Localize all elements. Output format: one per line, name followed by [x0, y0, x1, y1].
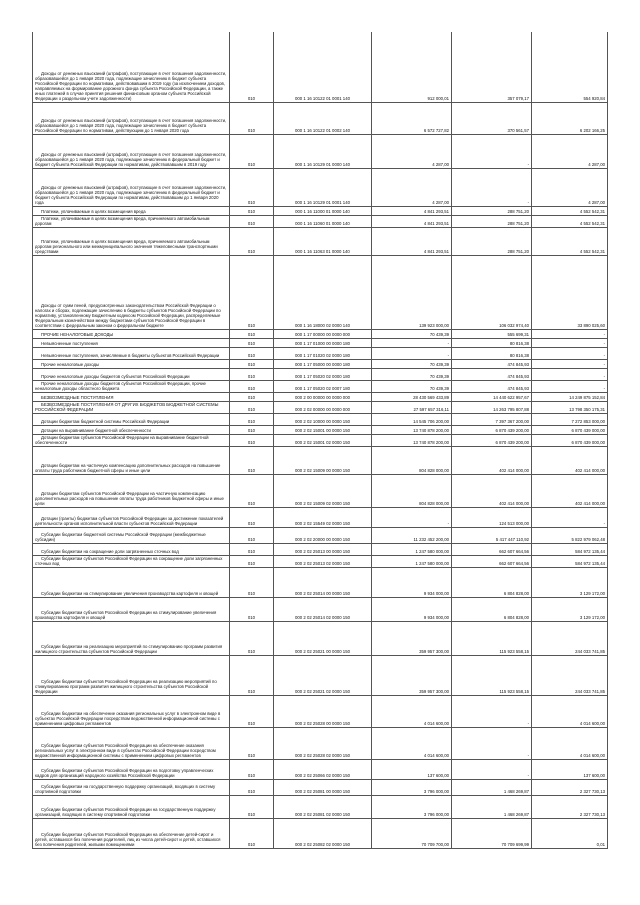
- row-name: [33, 392, 230, 401]
- row-name: [33, 380, 230, 392]
- row-line-code: 010: [230, 795, 274, 818]
- row-unexecuted-value: 6 870 439 000,00: [532, 434, 608, 446]
- row-budget-code: 000 1 16 11063 01 0000 140: [274, 227, 372, 255]
- row-executed-value: 124 513 000,00: [452, 507, 532, 527]
- table-row: [33, 434, 608, 446]
- row-name: [33, 329, 230, 338]
- row-line-code: 010: [230, 779, 274, 795]
- row-executed-value: 662 607 664,56: [452, 555, 532, 567]
- row-approved-value: 14 545 706 200,00: [372, 413, 452, 425]
- row-executed-value: 5 417 447 110,92: [452, 527, 532, 543]
- row-budget-code: 000 2 02 25021 02 0000 150: [274, 655, 372, 695]
- row-unexecuted-value: 402 414 000,00: [532, 446, 608, 474]
- row-line-code: 010: [230, 507, 274, 527]
- row-executed-value: 288 751,20: [452, 206, 532, 215]
- row-executed-value: 115 923 558,15: [452, 621, 532, 655]
- row-name-text: Субсидии бюджетам субъектов Российской Федерации на обеспечение детей-сирот и детей, оставшихся без попечения родителей, лиц из числа детей-сирот и детей, оставшихся без попечения родителей, жилыми помещениями: [35, 832, 221, 848]
- row-line-code: 010: [230, 655, 274, 695]
- row-approved-value: 3 796 000,00: [372, 795, 452, 818]
- row-name: [33, 597, 230, 621]
- table-row: [33, 215, 608, 227]
- row-line-code: 010: [230, 380, 274, 392]
- row-name: [33, 359, 230, 368]
- row-approved-value: 11 232 452 200,00: [372, 527, 452, 543]
- row-unexecuted-value: 4 014 600,00: [532, 727, 608, 759]
- row-line-code: 010: [230, 425, 274, 434]
- row-name-text: БЕЗВОЗМЕЗДНЫЕ ПОСТУПЛЕНИЯ: [41, 395, 114, 401]
- row-approved-value: 4 014 600,00: [372, 727, 452, 759]
- row-unexecuted-value: 7 272 853 000,00: [532, 413, 608, 425]
- row-name-text: Субсидии бюджетам субъектов Российской Федерации на сокращение доли загрязненных сточных вод: [35, 556, 223, 567]
- row-name-text: Субсидии бюджетам субъектов Российской Федерации на государственную поддержку организаций, входящих в систему спортивной подготовки: [35, 807, 216, 818]
- row-unexecuted-value: 4 552 542,31: [532, 227, 608, 255]
- row-unexecuted-value: 4 552 542,31: [532, 215, 608, 227]
- row-approved-value: 4 287,00: [372, 168, 452, 206]
- row-budget-code: 000 2 02 25014 02 0000 150: [274, 597, 372, 621]
- row-executed-value: 357 079,17: [452, 32, 532, 102]
- row-line-code: 010: [230, 413, 274, 425]
- row-line-code: 010: [230, 206, 274, 215]
- row-executed-value: 402 414 000,00: [452, 474, 532, 507]
- row-name-text: Прочие неналоговые доходы: [41, 362, 100, 368]
- row-budget-code: 000 1 17 01020 02 0000 180: [274, 347, 372, 359]
- row-line-code: 010: [230, 555, 274, 567]
- row-name-text: Доходы от денежных взысканий (штрафов), поступающие в счет погашения задолженности, образовавшейся до 1 января 2020 года, подлежащие зачислению в бюджет субъекта Российской Федерации по нормативам, действовавшим в 2019 году (за исключением доходов, направляемых на формирование дорожного фонда субъекта Российской Федерации, а также иных платежей в случае принятия решения финансовым органом субъекта Российской Федерации о раздельном учете задолженности): [35, 70, 227, 102]
- row-name-text: Субсидии бюджетам на стимулирование увеличения производства картофеля и овощей: [41, 591, 219, 597]
- row-executed-value: 288 751,20: [452, 227, 532, 255]
- row-budget-code: 000 2 02 25082 02 0000 150: [274, 818, 372, 848]
- row-name: [33, 567, 230, 597]
- table-row: [33, 347, 608, 359]
- row-executed-value: 1 468 269,87: [452, 795, 532, 818]
- row-unexecuted-value: -: [532, 329, 608, 338]
- row-approved-value: 4 014 600,00: [372, 695, 452, 727]
- row-line-code: 010: [230, 597, 274, 621]
- row-name-text: Платежи, уплачиваемые в целях возмещения вреда: [41, 209, 146, 215]
- row-approved-value: 359 957 300,00: [372, 621, 452, 655]
- row-approved-value: 70 439,39: [372, 359, 452, 368]
- row-name: [33, 227, 230, 255]
- row-executed-value: 80 816,38: [452, 338, 532, 347]
- row-unexecuted-value: -: [532, 380, 608, 392]
- row-unexecuted-value: 4 014 600,00: [532, 695, 608, 727]
- row-budget-code: 000 2 02 25066 02 0000 150: [274, 759, 372, 779]
- table-row: [33, 818, 608, 848]
- row-unexecuted-value: 584 972 135,44: [532, 555, 608, 567]
- row-name-text: Дотации на выравнивание бюджетной обеспеченности: [41, 428, 151, 434]
- row-budget-code: 000 2 02 15001 02 0000 150: [274, 434, 372, 446]
- row-budget-code: 000 2 02 15001 00 0000 150: [274, 425, 372, 434]
- row-name: [33, 206, 230, 215]
- row-executed-value: 662 607 664,56: [452, 543, 532, 555]
- table-row: [33, 474, 608, 507]
- row-name-text: Субсидии бюджетам на государственную поддержку организаций, входящих в систему спортивной подготовки: [35, 784, 216, 795]
- row-name-text: Субсидии бюджетам на обеспечение оказания региональных услуг в электронном виде в субъектах Российской Федерации посредством ведомственной информационной системы с применением цифровых регламентов: [35, 711, 221, 727]
- table-row: [33, 380, 608, 392]
- row-name-text: Прочие неналоговые доходы бюджетов субъектов Российской Федерации, прочие неналоговые доходы областного бюджета: [35, 381, 206, 392]
- row-approved-value: 70 709 700,00: [372, 818, 452, 848]
- row-name-text: Субсидии бюджетам на сокращение доли загрязненных сточных вод: [41, 549, 179, 555]
- row-approved-value: 804 828 000,00: [372, 446, 452, 474]
- row-name: [33, 338, 230, 347]
- row-approved-value: 4 287,00: [372, 134, 452, 168]
- table-row: [33, 32, 608, 102]
- row-budget-code: 000 2 02 25013 00 0000 150: [274, 543, 372, 555]
- row-executed-value: -: [452, 695, 532, 727]
- row-name-text: Субсидии бюджетам бюджетной системы Российской Федерации (межбюджетные субсидии): [35, 532, 206, 543]
- row-budget-code: 000 1 17 00000 00 0000 000: [274, 329, 372, 338]
- table-row: [33, 655, 608, 695]
- table-row: [33, 621, 608, 655]
- table-row: [33, 134, 608, 168]
- row-budget-code: 000 1 17 05000 00 0000 180: [274, 359, 372, 368]
- table-row: [33, 795, 608, 818]
- row-name: [33, 555, 230, 567]
- row-unexecuted-value: -: [532, 368, 608, 380]
- table-row: [33, 102, 608, 134]
- table-row: [33, 507, 608, 527]
- row-approved-value: 13 740 878 200,00: [372, 425, 452, 434]
- row-unexecuted-value: -: [532, 507, 608, 527]
- table-row: [33, 555, 608, 567]
- row-executed-value: 1 468 269,87: [452, 779, 532, 795]
- row-executed-value: 7 397 367 200,00: [452, 413, 532, 425]
- row-unexecuted-value: 6 202 166,25: [532, 102, 608, 134]
- row-name-text: Невыясненные поступления: [41, 341, 98, 347]
- row-unexecuted-value: 13 798 350 175,31: [532, 401, 608, 413]
- row-name-text: Невыясненные поступления, зачисляемые в бюджеты субъектов Российской Федерации: [41, 353, 220, 359]
- row-budget-code: 000 2 02 10000 00 0000 150: [274, 413, 372, 425]
- row-approved-value: 27 597 657 316,11: [372, 401, 452, 413]
- row-name-text: Субсидии бюджетам субъектов Российской Федерации на обеспечение оказания региональных услуг в электронном виде в субъектах Российской Федерации посредством ведомственной информационной системы с применением цифровых регламентов: [35, 743, 216, 759]
- row-unexecuted-value: 6 870 439 000,00: [532, 425, 608, 434]
- row-executed-value: 115 923 558,15: [452, 655, 532, 695]
- table-row: [33, 359, 608, 368]
- row-line-code: 010: [230, 32, 274, 102]
- row-line-code: 010: [230, 401, 274, 413]
- row-executed-value: 402 414 000,00: [452, 446, 532, 474]
- row-unexecuted-value: 0,01: [532, 818, 608, 848]
- row-unexecuted-value: 244 033 741,85: [532, 621, 608, 655]
- row-name: [33, 413, 230, 425]
- row-budget-code: 000 1 17 01000 00 0000 180: [274, 338, 372, 347]
- row-budget-code: 000 2 02 25028 00 0000 150: [274, 695, 372, 727]
- row-executed-value: -: [452, 134, 532, 168]
- row-executed-value: 14 440 622 957,67: [452, 392, 532, 401]
- row-approved-value: 70 439,39: [372, 329, 452, 338]
- row-name: [33, 507, 230, 527]
- row-budget-code: 000 2 02 25013 02 0000 150: [274, 555, 372, 567]
- row-executed-value: 474 845,93: [452, 380, 532, 392]
- row-budget-code: 000 2 00 00000 00 0000 000: [274, 392, 372, 401]
- table-row: [33, 527, 608, 543]
- table-row: [33, 597, 608, 621]
- row-name-text: Субсидии бюджетам субъектов Российской Федерации на реализацию мероприятий по стимулированию программ развития жилищного строительства субъектов Российской Федерации: [35, 679, 217, 695]
- row-name-text: Платежи, уплачиваемые в целях возмещения вреда, причиняемого автомобильным дорогам регионального или межмуниципального значения тяжеловесными транспортными средствами: [35, 239, 218, 255]
- row-name: [33, 368, 230, 380]
- row-executed-value: 6 870 439 200,00: [452, 425, 532, 434]
- row-name: [33, 215, 230, 227]
- row-line-code: 010: [230, 621, 274, 655]
- row-budget-code: 000 2 02 15009 00 0000 150: [274, 446, 372, 474]
- row-approved-value: 4 841 293,51: [372, 206, 452, 215]
- row-approved-value: 4 841 293,51: [372, 227, 452, 255]
- row-line-code: 010: [230, 543, 274, 555]
- row-budget-code: 000 2 02 15009 02 0000 150: [274, 474, 372, 507]
- row-line-code: 010: [230, 134, 274, 168]
- row-line-code: 010: [230, 102, 274, 134]
- row-name-text: Платежи, уплачиваемые в целях возмещения вреда, причиняемого автомобильным дорогам: [35, 216, 210, 227]
- report-sheet: [32, 32, 607, 849]
- row-name: [33, 446, 230, 474]
- row-line-code: 010: [230, 368, 274, 380]
- row-approved-value: -: [372, 338, 452, 347]
- row-approved-value: 70 439,39: [372, 368, 452, 380]
- row-unexecuted-value: 3 129 172,00: [532, 597, 608, 621]
- row-name-text: Доходы от денежных взысканий (штрафов), поступающие в счет погашения задолженности, образовавшейся до 1 января 2020 года, подлежащие зачислению в федеральный бюджет и бюджет субъекта Российской Федерации по нормативам, действовавшим до 1 января 2020 года: [35, 185, 227, 206]
- table-row: [33, 413, 608, 425]
- row-budget-code: 000 1 16 11000 01 0000 140: [274, 206, 372, 215]
- row-line-code: 010: [230, 446, 274, 474]
- row-name-text: Дотации бюджетам бюджетной системы Российской Федерации: [41, 419, 170, 425]
- row-name: [33, 347, 230, 359]
- table-row: [33, 401, 608, 413]
- row-name: [33, 621, 230, 655]
- row-unexecuted-value: 4 287,00: [532, 168, 608, 206]
- table-row: [33, 168, 608, 206]
- row-name: [33, 425, 230, 434]
- row-executed-value: -: [452, 168, 532, 206]
- row-budget-code: 000 2 02 25014 00 0000 150: [274, 567, 372, 597]
- row-name: [33, 759, 230, 779]
- row-unexecuted-value: 584 972 135,44: [532, 543, 608, 555]
- row-approved-value: 9 934 000,00: [372, 567, 452, 597]
- table-row: [33, 759, 608, 779]
- row-approved-value: 3 796 000,00: [372, 779, 452, 795]
- row-unexecuted-value: 2 327 730,13: [532, 779, 608, 795]
- row-name: [33, 32, 230, 102]
- row-name-text: Дотации (гранты) бюджетам субъектов Российской Федерации за достижение показателей деятельности органов исполнительной власти субъектов Российской Федерации: [35, 516, 224, 527]
- row-line-code: 010: [230, 227, 274, 255]
- row-name-text: БЕЗВОЗМЕЗДНЫЕ ПОСТУПЛЕНИЯ ОТ ДРУГИХ БЮДЖЕТОВ БЮДЖЕТНОЙ СИСТЕМЫ РОССИЙСКОЙ ФЕДЕРАЦИИ: [35, 402, 219, 413]
- row-unexecuted-value: 4 287,00: [532, 134, 608, 168]
- row-budget-code: 000 2 02 25021 00 0000 150: [274, 621, 372, 655]
- row-approved-value: 912 000,01: [372, 32, 452, 102]
- row-executed-value: 6 804 828,00: [452, 597, 532, 621]
- row-unexecuted-value: 137 600,00: [532, 759, 608, 779]
- row-line-code: 010: [230, 527, 274, 543]
- row-approved-value: 28 430 569 433,89: [372, 392, 452, 401]
- row-budget-code: 000 2 02 00000 00 0000 000: [274, 401, 372, 413]
- row-unexecuted-value: 4 552 542,31: [532, 206, 608, 215]
- row-unexecuted-value: 3 129 172,00: [532, 567, 608, 597]
- row-name-text: ПРОЧИЕ НЕНАЛОГОВЫЕ ДОХОДЫ: [41, 332, 114, 338]
- row-line-code: 010: [230, 392, 274, 401]
- table-row: [33, 227, 608, 255]
- row-name: [33, 795, 230, 818]
- table-row: [33, 206, 608, 215]
- table-row: [33, 425, 608, 434]
- row-line-code: 010: [230, 347, 274, 359]
- row-approved-value: -: [372, 507, 452, 527]
- row-approved-value: 139 923 000,00: [372, 255, 452, 329]
- row-approved-value: 804 828 000,00: [372, 474, 452, 507]
- row-unexecuted-value: 33 890 025,60: [532, 255, 608, 329]
- row-executed-value: 288 751,20: [452, 215, 532, 227]
- row-line-code: 010: [230, 359, 274, 368]
- row-unexecuted-value: -: [532, 347, 608, 359]
- row-executed-value: 70 709 699,99: [452, 818, 532, 848]
- row-name: [33, 655, 230, 695]
- row-line-code: 010: [230, 695, 274, 727]
- row-executed-value: 370 561,57: [452, 102, 532, 134]
- table-row: [33, 368, 608, 380]
- row-approved-value: 6 572 727,82: [372, 102, 452, 134]
- row-budget-code: 000 1 16 10129 01 0000 140: [274, 134, 372, 168]
- row-line-code: 010: [230, 759, 274, 779]
- row-name-text: Дотации бюджетам субъектов Российской Федерации на выравнивание бюджетной обеспеченности: [35, 435, 209, 446]
- row-budget-code: 000 1 16 18000 02 0000 140: [274, 255, 372, 329]
- row-name: [33, 434, 230, 446]
- row-unexecuted-value: -: [532, 338, 608, 347]
- row-unexecuted-value: 2 327 730,13: [532, 795, 608, 818]
- row-budget-code: 000 1 16 10129 01 0001 140: [274, 168, 372, 206]
- table-row: [33, 695, 608, 727]
- row-executed-value: -: [452, 727, 532, 759]
- row-line-code: 010: [230, 818, 274, 848]
- table-row: [33, 567, 608, 597]
- row-name-text: Прочие неналоговые доходы бюджетов субъектов Российской Федерации: [41, 374, 190, 380]
- row-executed-value: 474 845,93: [452, 368, 532, 380]
- row-name: [33, 474, 230, 507]
- row-name-text: Субсидии бюджетам субъектов Российской Федерации на подготовку управленческих кадров для организаций народного хозяйства Российской Федерации: [35, 768, 214, 779]
- table-row: [33, 329, 608, 338]
- row-budget-code: 000 2 02 20000 00 0000 150: [274, 527, 372, 543]
- row-line-code: 010: [230, 727, 274, 759]
- row-name: [33, 543, 230, 555]
- table-row: [33, 727, 608, 759]
- row-name-text: Дотации бюджетам на частичную компенсацию дополнительных расходов на повышение оплаты труда работников бюджетной сферы и иные цели: [35, 463, 221, 474]
- row-name-text: Субсидии бюджетам субъектов Российской Федерации на стимулирование увеличения производства картофеля и овощей: [35, 610, 217, 621]
- row-name: [33, 168, 230, 206]
- row-line-code: 010: [230, 434, 274, 446]
- row-budget-code: 000 2 02 25081 00 0000 150: [274, 779, 372, 795]
- row-line-code: 010: [230, 168, 274, 206]
- row-budget-code: 000 1 16 10122 01 0001 140: [274, 32, 372, 102]
- row-unexecuted-value: -: [532, 359, 608, 368]
- row-approved-value: 70 439,39: [372, 380, 452, 392]
- row-name: [33, 255, 230, 329]
- row-executed-value: 80 816,38: [452, 347, 532, 359]
- row-name: [33, 779, 230, 795]
- table-body: [33, 32, 608, 848]
- row-name: [33, 727, 230, 759]
- row-name-text: Субсидии бюджетам на реализацию мероприятий по стимулированию программ развития жилищного строительства субъектов Российской Федерации: [35, 644, 223, 655]
- row-executed-value: 6 804 828,00: [452, 567, 532, 597]
- row-unexecuted-value: 5 822 979 062,48: [532, 527, 608, 543]
- table-row: [33, 446, 608, 474]
- row-budget-code: 000 1 16 10122 01 0002 140: [274, 102, 372, 134]
- row-name-text: Доходы от денежных взысканий (штрафов), поступающие в счет погашения задолженности, образовавшейся до 1 января 2020 года, подлежащие зачислению в федеральный бюджет и бюджет субъекта Российской Федерации по нормативам, действовавшим в 2019 году: [35, 152, 227, 168]
- row-line-code: 010: [230, 567, 274, 597]
- row-executed-value: -: [452, 759, 532, 779]
- row-budget-code: 000 2 02 15549 02 0000 150: [274, 507, 372, 527]
- row-name: [33, 134, 230, 168]
- row-budget-code: 000 1 17 05020 02 0007 180: [274, 380, 372, 392]
- row-name-text: Доходы от сумм пеней, предусмотренных законодательством Российской Федерации о налогах и сборах, подлежащие зачислению в бюджеты субъектов Российской Федерации по нормативу, установленному Бюджетным кодексом Российской Федерации, распределяемые Федеральным казначейством между бюджетами субъектов Российской Федерации в соответствии с федеральным законом о федеральном бюджете: [35, 303, 221, 329]
- table-row: [33, 779, 608, 795]
- row-name-text: Доходы от денежных взысканий (штрафов), поступающие в счет погашения задолженности, образовавшейся до 1 января 2020 года, подлежащие зачислению в бюджет субъекта Российской Федерации по нормативам, действующим до 1 января 2020 года: [35, 118, 227, 134]
- row-line-code: 010: [230, 215, 274, 227]
- row-executed-value: 14 263 795 807,88: [452, 401, 532, 413]
- row-approved-value: 1 247 580 000,00: [372, 543, 452, 555]
- row-line-code: 010: [230, 338, 274, 347]
- table-row: [33, 338, 608, 347]
- row-name: [33, 695, 230, 727]
- row-name: [33, 527, 230, 543]
- row-name: [33, 818, 230, 848]
- row-approved-value: 4 841 293,51: [372, 215, 452, 227]
- row-approved-value: 1 247 580 000,00: [372, 555, 452, 567]
- row-executed-value: 555 699,31: [452, 329, 532, 338]
- table-row: [33, 392, 608, 401]
- row-unexecuted-value: 402 414 000,00: [532, 474, 608, 507]
- row-unexecuted-value: 244 033 741,85: [532, 655, 608, 695]
- row-line-code: 010: [230, 474, 274, 507]
- row-line-code: 010: [230, 329, 274, 338]
- row-budget-code: 000 1 17 05020 02 0000 180: [274, 368, 372, 380]
- table-row: [33, 255, 608, 329]
- row-name: [33, 102, 230, 134]
- row-budget-code: 000 2 02 25028 02 0000 150: [274, 727, 372, 759]
- row-executed-value: 6 870 439 200,00: [452, 434, 532, 446]
- row-unexecuted-value: 14 249 875 152,84: [532, 392, 608, 401]
- row-unexecuted-value: 554 920,84: [532, 32, 608, 102]
- row-budget-code: 000 1 16 11060 01 0000 140: [274, 215, 372, 227]
- row-approved-value: 9 934 000,00: [372, 597, 452, 621]
- row-approved-value: 13 740 878 200,00: [372, 434, 452, 446]
- row-name: [33, 401, 230, 413]
- row-line-code: 010: [230, 255, 274, 329]
- row-executed-value: 474 845,93: [452, 359, 532, 368]
- row-approved-value: 359 957 300,00: [372, 655, 452, 695]
- row-executed-value: 106 032 974,40: [452, 255, 532, 329]
- budget-revenue-table: [32, 32, 608, 849]
- row-budget-code: 000 2 02 25081 02 0000 150: [274, 795, 372, 818]
- row-approved-value: 137 600,00: [372, 759, 452, 779]
- row-approved-value: -: [372, 347, 452, 359]
- row-name-text: Дотации бюджетам субъектов Российской Федерации на частичную компенсацию дополнительных расходов на повышение оплаты труда работников бюджетной сферы и иные цели: [35, 491, 224, 507]
- table-row: [33, 543, 608, 555]
